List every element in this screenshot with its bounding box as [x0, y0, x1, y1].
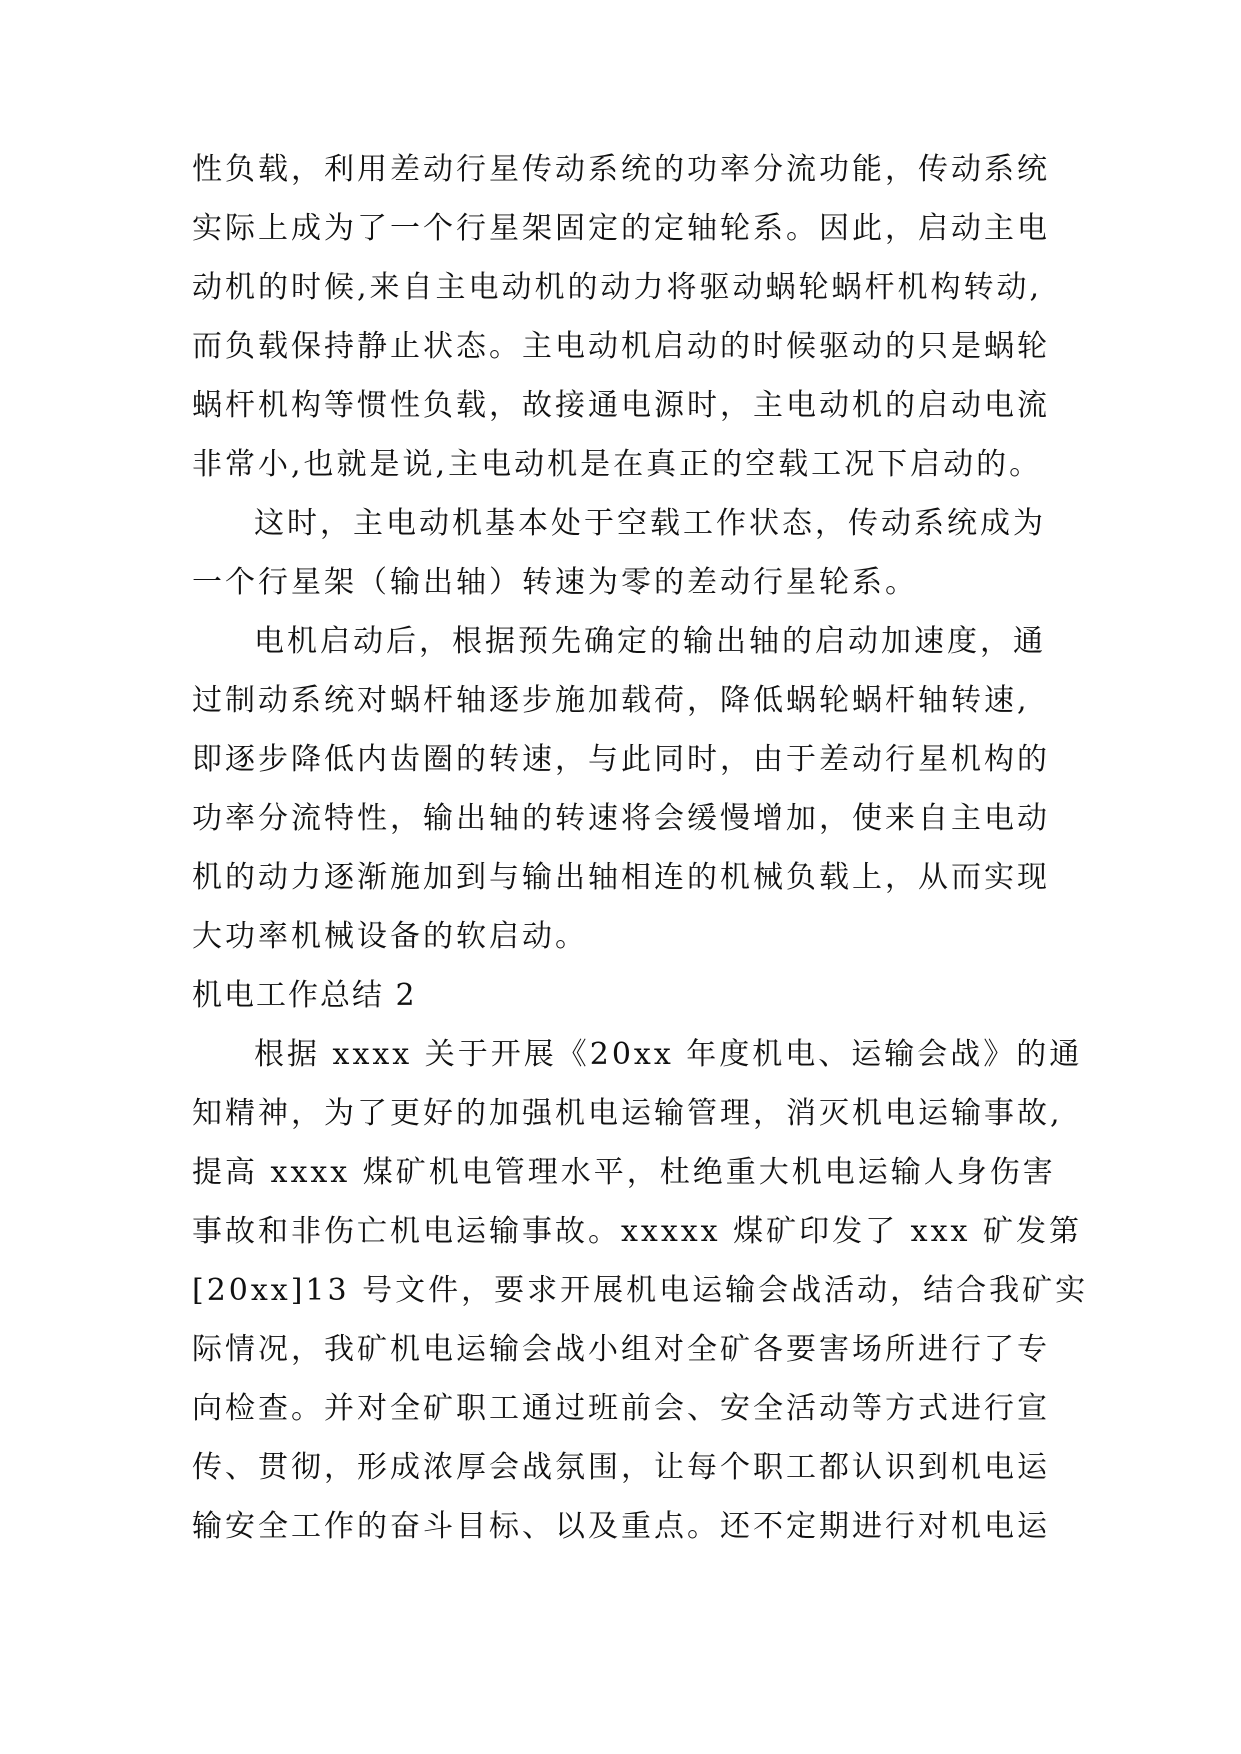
- text-line: 输安全工作的奋斗目标、以及重点。还不定期进行对机电运: [192, 1509, 1050, 1544]
- text-line: 这时，主电动机基本处于空载工作状态，传动系统成为: [254, 506, 1046, 541]
- text-line: 传、贯彻，形成浓厚会战氛围，让每个职工都认识到机电运: [192, 1450, 1050, 1485]
- text-line: 际情况，我矿机电运输会战小组对全矿各要害场所进行了专: [192, 1332, 1050, 1367]
- text-line: 性负载，利用差动行星传动系统的功率分流功能，传动系统: [192, 152, 1050, 187]
- section-heading: 机电工作总结 2: [192, 978, 417, 1013]
- paragraph-2: [192, 494, 1092, 612]
- text-line: 大功率机械设备的软启动。: [192, 919, 588, 954]
- text-line: 即逐步降低内齿圈的转速，与此同时，由于差动行星机构的: [192, 742, 1050, 777]
- text-line: 一个行星架（输出轴）转速为零的差动行星轮系。: [192, 565, 918, 600]
- text-line: 过制动系统对蜗杆轴逐步施加载荷，降低蜗轮蜗杆轴转速,: [192, 683, 1030, 718]
- text-line: 电机启动后，根据预先确定的输出轴的启动加速度，通: [254, 624, 1046, 659]
- text-line: 蜗杆机构等惯性负载，故接通电源时，主电动机的启动电流: [192, 388, 1050, 423]
- text-line: 实际上成为了一个行星架固定的定轴轮系。因此，启动主电: [192, 211, 1050, 246]
- text-line: 知精神，为了更好的加强机电运输管理，消灭机电运输事故,: [192, 1096, 1063, 1131]
- text-line: [20xx]13 号文件，要求开展机电运输会战活动，结合我矿实: [192, 1273, 1089, 1308]
- text-line: 机的动力逐渐施加到与输出轴相连的机械负载上，从而实现: [192, 860, 1050, 895]
- text-line: 非常小,也就是说,主电动机是在真正的空载工况下启动的。: [192, 447, 1043, 482]
- paragraph-continuation: [192, 140, 1092, 494]
- text-line: 根据 xxxx 关于开展《20xx 年度机电、运输会战》的通: [254, 1037, 1083, 1072]
- document-body: [192, 140, 1092, 1556]
- text-line: 事故和非伤亡机电运输事故。xxxxx 煤矿印发了 xxx 矿发第: [192, 1214, 1082, 1249]
- text-line: 向检查。并对全矿职工通过班前会、安全活动等方式进行宣: [192, 1391, 1050, 1426]
- paragraph-3: [192, 612, 1092, 966]
- text-line: 动机的时候,来自主电动机的动力将驱动蜗轮蜗杆机构转动,: [192, 270, 1043, 305]
- text-line: 功率分流特性，输出轴的转速将会缓慢增加，使来自主电动: [192, 801, 1050, 836]
- paragraph-4: [192, 1025, 1092, 1556]
- text-line: 而负载保持静止状态。主电动机启动的时候驱动的只是蜗轮: [192, 329, 1050, 364]
- text-line: 提高 xxxx 煤矿机电管理水平，杜绝重大机电运输人身伤害: [192, 1155, 1056, 1190]
